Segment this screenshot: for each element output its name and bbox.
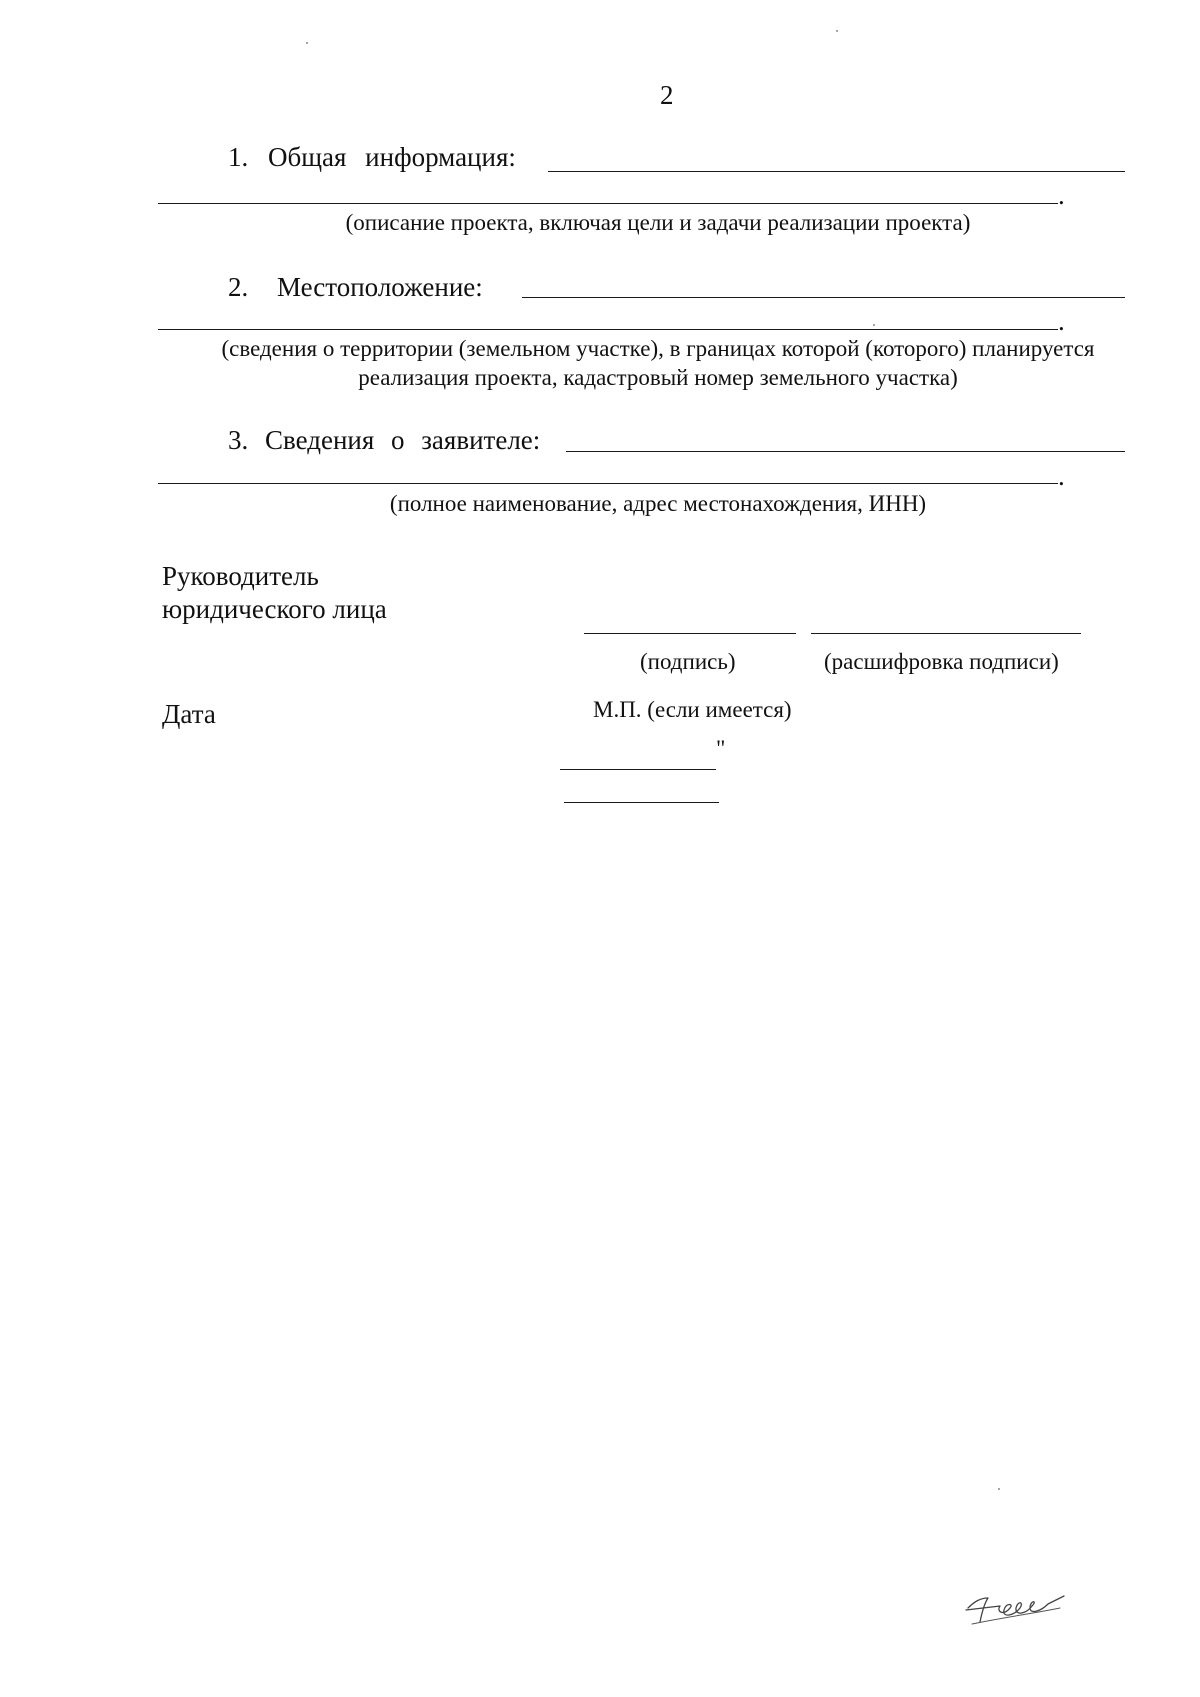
date-label: Дата bbox=[162, 699, 216, 729]
section-2-hint-line-1: (сведения о территории (земельном участке), в границах которой (которого) планируется bbox=[221, 336, 1095, 361]
section-2-line-end: . bbox=[1058, 306, 1065, 336]
section-2-field-line-1[interactable] bbox=[522, 297, 1125, 298]
section-2-field-line-2[interactable] bbox=[158, 329, 1058, 330]
scan-speck bbox=[306, 42, 308, 44]
section-2-label: Местоположение: bbox=[277, 272, 483, 302]
section-1-line-end: . bbox=[1058, 180, 1065, 210]
decoding-caption: (расшифровка подписи) bbox=[824, 649, 1059, 674]
section-1-number: 1. bbox=[228, 142, 249, 172]
date-quote-mark: " bbox=[716, 736, 726, 761]
scan-speck bbox=[836, 30, 838, 32]
section-3-field-line-1[interactable] bbox=[566, 451, 1125, 452]
head-label-line-1: Руководитель bbox=[162, 561, 319, 591]
stamp-note: М.П. (если имеется) bbox=[593, 697, 792, 722]
handwritten-initials-mark bbox=[960, 1578, 1080, 1633]
page-number: 2 bbox=[660, 80, 674, 110]
section-3-line-end: . bbox=[1058, 461, 1065, 491]
signature-decoding-line[interactable] bbox=[811, 633, 1081, 634]
section-3-label: Сведения о заявителе: bbox=[265, 425, 541, 455]
signature-caption: (подпись) bbox=[640, 649, 736, 674]
section-1-label: Общая информация: bbox=[268, 142, 516, 172]
section-1-field-line-1[interactable] bbox=[548, 171, 1125, 172]
section-1-field-line-2[interactable] bbox=[158, 203, 1058, 204]
section-1-hint: (описание проекта, включая цели и задачи реализации проекта) bbox=[345, 210, 971, 235]
date-field-line-2[interactable] bbox=[564, 802, 719, 803]
scan-speck bbox=[873, 324, 875, 326]
signature-line[interactable] bbox=[584, 633, 796, 634]
section-3-hint: (полное наименование, адрес местонахождения, ИНН) bbox=[389, 491, 927, 516]
scan-speck bbox=[998, 1488, 1000, 1490]
section-2-number: 2. bbox=[228, 272, 249, 302]
section-3-number: 3. bbox=[228, 425, 249, 455]
section-2-hint-line-2: реализация проекта, кадастровый номер земельного участка) bbox=[358, 365, 958, 390]
date-field-line-1[interactable] bbox=[560, 769, 716, 770]
section-3-field-line-2[interactable] bbox=[158, 483, 1058, 484]
head-label-line-2: юридического лица bbox=[162, 594, 387, 624]
